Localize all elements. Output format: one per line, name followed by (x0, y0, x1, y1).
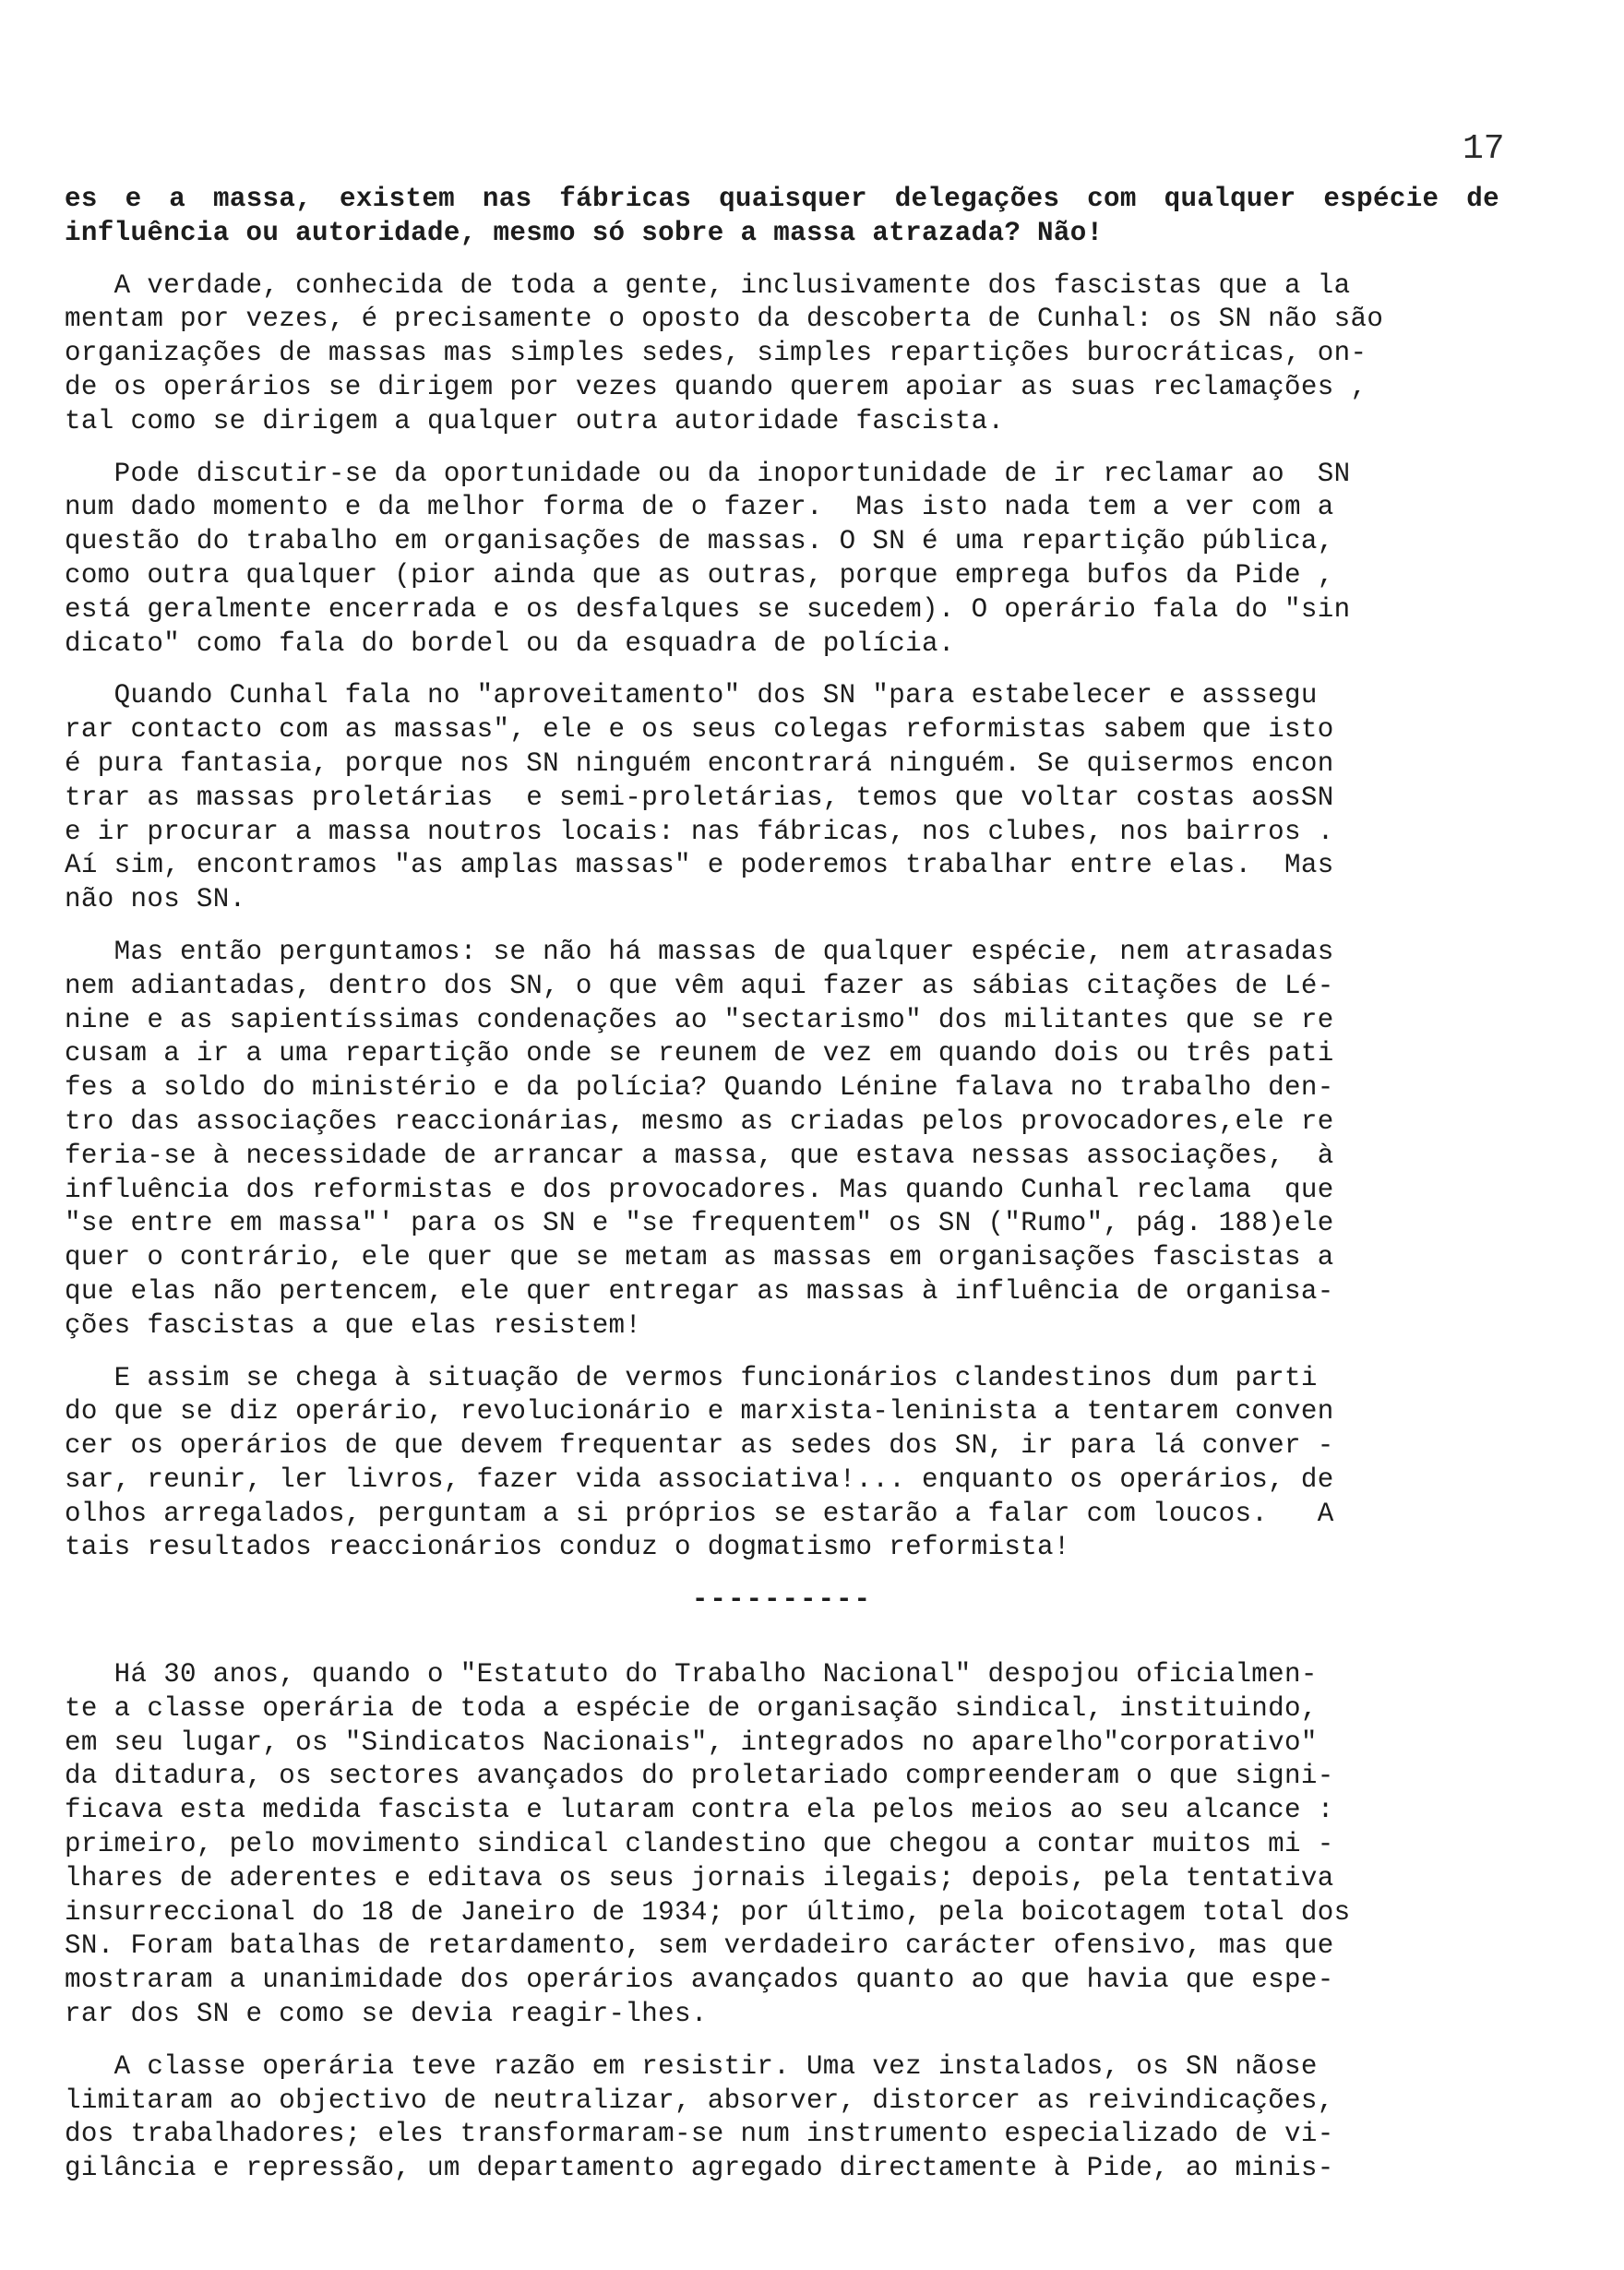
text-line: trar as massas proletárias e semi-proletárias, temos que voltar costas aosSN (65, 782, 1334, 813)
text-line: como outra qualquer (pior ainda que as outras, porque emprega bufos da Pide , (65, 559, 1334, 591)
text-line: da ditadura, os sectores avançados do proletariado compreenderam o que signi- (65, 1761, 1334, 1792)
text-line: Aí sim, encontramos "as amplas massas" e poderemos trabalhar entre elas. Mas (65, 850, 1334, 881)
text-line: "se entre em massa"' para os SN e "se frequentem" os SN ("Rumo", pág. 188)ele (65, 1208, 1334, 1239)
text-line: em seu lugar, os "Sindicatos Nacionais", integrados no aparelho"corporativo" (65, 1726, 1318, 1758)
text-line: feria-se à necessidade de arrancar a massa, que estava nessas associações, à (65, 1140, 1334, 1171)
text-line: é pura fantasia, porque nos SN ninguém encontrará ninguém. Se quisermos encon (65, 747, 1334, 779)
body-text (65, 183, 1499, 2204)
text-line: ficava esta medida fascista e lutaram contra ela pelos meios ao seu alcance : (65, 1795, 1334, 1826)
text-line: que elas não pertencem, ele quer entregar as massas à influência de organisa- (65, 1275, 1334, 1307)
text-line: influência dos reformistas e dos provocadores. Mas quando Cunhal reclama que (65, 1174, 1334, 1205)
paragraph-4 (65, 679, 1499, 917)
text-line: rar contacto com as massas", ele e os seus colegas reformistas sabem que isto (65, 714, 1334, 746)
text-line: sar, reunir, ler livros, fazer vida associativa!... enquanto os operários, de (65, 1464, 1334, 1495)
text-line: E assim se chega à situação de vermos funcionários clandestinos dum parti (65, 1362, 1318, 1393)
text-line: cer os operários de que devem frequentar as sedes dos SN, ir para lá conver - (65, 1430, 1334, 1462)
text-line: nem adiantadas, dentro dos SN, o que vêm aqui fazer as sábias citações de Lé- (65, 970, 1334, 1001)
text-line: mostraram a unanimidade dos operários avançados quanto ao que havia que espe- (65, 1965, 1334, 1996)
paragraph-3 (65, 458, 1499, 662)
text-line: nine e as sapientíssimas condenações ao "sectarismo" dos militantes que se re (65, 1004, 1334, 1035)
text-line: dicato" como fala do bordel ou da esquadra de polícia. (65, 627, 955, 659)
text-line: de os operários se dirigem por vezes quando querem apoiar as suas reclamações , (65, 371, 1367, 402)
text-line: es e a massa, existem nas fábricas quaisquer delegações com qualquer espécie de (65, 184, 1499, 214)
text-line: insurreccional do 18 de Janeiro de 1934; por último, pela boicotagem total dos (65, 1896, 1351, 1928)
text-line: rar dos SN e como se devia reagir-lhes. (65, 1999, 708, 2030)
text-line: num dado momento e da melhor forma de o fazer. Mas isto nada tem a ver com a (65, 492, 1334, 523)
text-line: dos trabalhadores; eles transformaram-se num instrumento especializado de vi- (65, 2119, 1334, 2150)
text-line: Mas então perguntamos: se não há massas de qualquer espécie, nem atrasadas (65, 936, 1334, 967)
text-line: tal como se dirigem a qualquer outra autoridade fascista. (65, 405, 1005, 436)
paragraph-1 (65, 183, 1499, 251)
paragraph-5 (65, 936, 1499, 1344)
text-line: tais resultados reaccionários conduz o dogmatismo reformista! (65, 1532, 1070, 1563)
text-line: e ir procurar a massa noutros locais: nas fábricas, nos clubes, nos bairros . (65, 816, 1334, 847)
text-line: tro das associações reaccionárias, mesmo as criadas pelos provocadores,ele re (65, 1105, 1334, 1137)
text-line: gilância e repressão, um departamento agregado directamente à Pide, ao minis- (65, 2153, 1334, 2184)
text-line: não nos SN. (65, 884, 246, 915)
text-line: te a classe operária de toda a espécie de organisação sindical, instituindo, (65, 1692, 1318, 1724)
text-line: lhares de aderentes e editava os seus jornais ilegais; depois, pela tentativa (65, 1862, 1334, 1894)
text-line: influência ou autoridade, mesmo só sobre a massa atrazada? Não! (65, 217, 1104, 248)
text-line: fes a soldo do ministério e da polícia? Quando Lénine falava no trabalho den- (65, 1072, 1334, 1104)
text-line: A classe operária teve razão em resistir. Uma vez instalados, os SN nãose (65, 2050, 1318, 2082)
text-line: Há 30 anos, quando o "Estatuto do Trabalho Nacional" despojou oficialmen- (65, 1659, 1318, 1691)
text-line: primeiro, pelo movimento sindical clandestino que chegou a contar muitos mi - (65, 1829, 1334, 1860)
paragraph-7 (65, 1658, 1499, 2032)
text-line: Quando Cunhal fala no "aproveitamento" dos SN "para estabelecer e asssegu (65, 680, 1318, 711)
paragraph-2 (65, 269, 1499, 439)
text-line: SN. Foram batalhas de retardamento, sem verdadeiro carácter ofensivo, mas que (65, 1930, 1334, 1962)
text-line: mentam por vezes, é precisamente o oposto da descoberta de Cunhal: os SN não são (65, 304, 1384, 335)
text-line: limitaram ao objectivo de neutralizar, absorver, distorcer as reivindicações, (65, 2085, 1334, 2116)
text-line: cusam a ir a uma repartição onde se reunem de vez em quando dois ou três pati (65, 1038, 1334, 1069)
text-line: está geralmente encerrada e os desfalques se sucedem). O operário fala do "sin (65, 593, 1351, 625)
page-number: 17 (1463, 129, 1505, 169)
text-line: questão do trabalho em organisações de massas. O SN é uma repartição pública, (65, 526, 1334, 557)
text-line: Pode discutir-se da oportunidade ou da inoportunidade de ir reclamar ao SN (65, 458, 1351, 489)
text-line: ções fascistas a que elas resistem! (65, 1309, 642, 1341)
text-line: organizações de massas mas simples sedes, simples repartições burocráticas, on- (65, 338, 1367, 369)
text-line: quer o contrário, ele quer que se metam as massas em organisações fascistas a (65, 1242, 1334, 1273)
text-line: A verdade, conhecida de toda a gente, inclusivamente dos fascistas que a la (65, 269, 1351, 301)
paragraph-6 (65, 1362, 1499, 1566)
section-divider: ---------- (691, 1584, 873, 1616)
paragraph-8 (65, 2050, 1499, 2186)
text-line: do que se diz operário, revolucionário e marxista-leninista a tentarem conven (65, 1396, 1334, 1428)
text-line: olhos arregalados, perguntam a si próprios se estarão a falar com loucos. A (65, 1498, 1334, 1529)
